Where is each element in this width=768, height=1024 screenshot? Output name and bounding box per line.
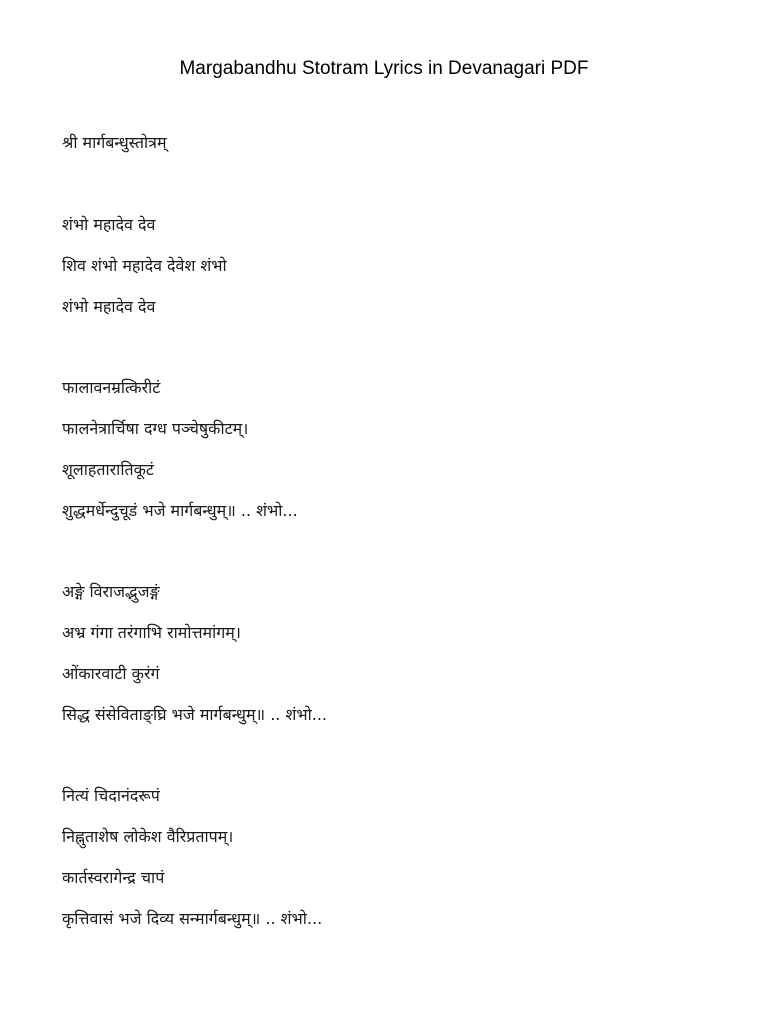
verse-line: ओंकारवाटी कुरंगं: [62, 664, 160, 683]
verse-line: निह्नुताशेष लोकेश वैरिप्रतापम्।: [62, 827, 234, 846]
page-title: Margabandhu Stotram Lyrics in Devanagari PDF: [179, 58, 589, 79]
verse-line: शुद्धमर्धेन्दुचूडं भजे मार्गबन्धुम्॥ .. शंभो...: [62, 501, 298, 520]
verse-line: अङ्गे विराजद्भुजङ्गं: [62, 582, 160, 601]
verse-line: फालावनम्रत्किरीटं: [62, 378, 161, 397]
verse-line: सिद्ध संसेविताङ्घ्रि भजे मार्गबन्धुम्॥ .. शंभो...: [62, 705, 328, 724]
verse-line: अभ्र गंगा तरंगाभि रामोत्तमांगम्।: [62, 623, 241, 642]
verse-line: नित्यं चिदानंदरूपं: [62, 786, 160, 805]
refrain-line: शंभो महादेव देव: [62, 297, 156, 316]
verse-line: कृत्तिवासं भजे दिव्य सन्मार्गबन्धुम्॥ .. शंभो...: [62, 909, 323, 928]
stotram-heading: श्री मार्गबन्धुस्तोत्रम्: [62, 133, 167, 152]
refrain-line: शिव शंभो महादेव देवेश शंभो: [62, 256, 227, 275]
verse-line: फालनेत्रार्चिषा दग्ध पञ्चेषुकीटम्।: [62, 419, 249, 438]
verse-line: शूलाहतारातिकूटं: [62, 460, 154, 479]
refrain-line: शंभो महादेव देव: [62, 215, 156, 234]
verse-line: कार्तस्वरागेन्द्र चापं: [62, 868, 165, 887]
